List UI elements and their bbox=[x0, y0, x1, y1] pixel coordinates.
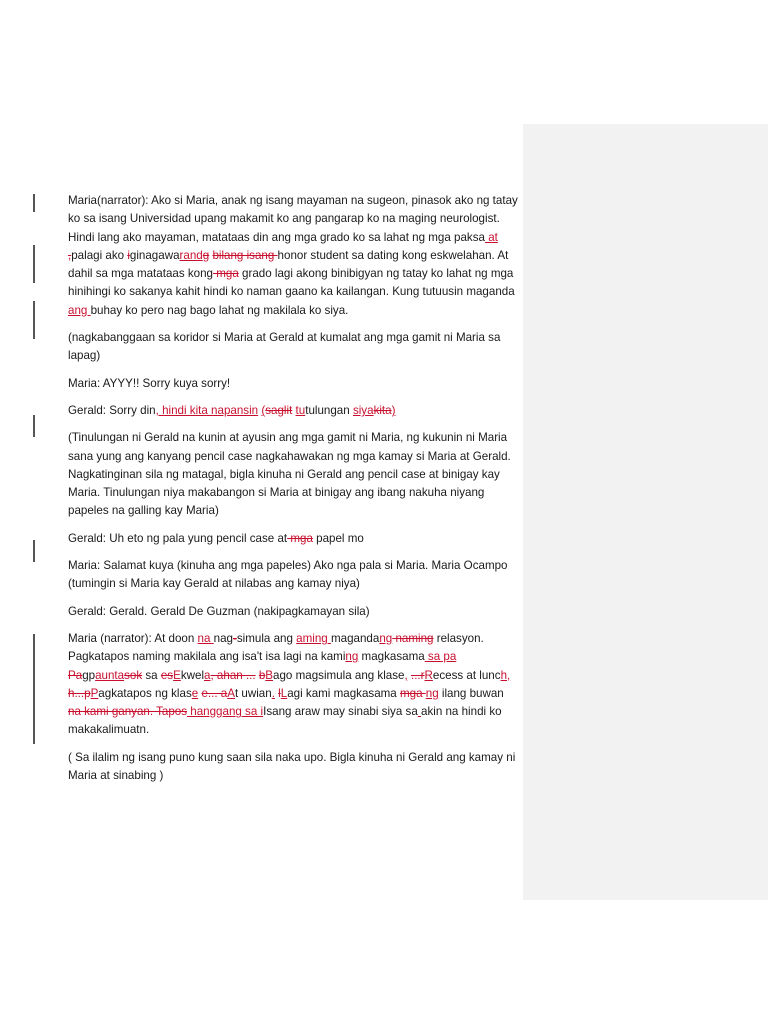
inserted-text: tu bbox=[295, 403, 306, 417]
body-text: tulungan bbox=[305, 403, 353, 417]
change-bar-5 bbox=[33, 540, 35, 562]
inserted-text: at bbox=[484, 230, 498, 244]
body-text: palagi ako bbox=[71, 248, 128, 262]
body-text: maganda bbox=[330, 631, 380, 645]
inserted-text: ) bbox=[391, 403, 396, 417]
deleted-text: - bbox=[233, 631, 237, 645]
body-text: akin na hindi ko makakalimuatn. bbox=[68, 705, 502, 737]
body-text: Isang araw may sinabi siya sa bbox=[263, 705, 418, 719]
inserted-text: e bbox=[191, 686, 199, 700]
body-text: sa bbox=[142, 668, 161, 682]
change-bar-4 bbox=[33, 415, 35, 437]
deleted-text: e... a bbox=[201, 686, 228, 700]
body-text: simula ang bbox=[236, 631, 297, 645]
inserted-text: rand bbox=[179, 248, 203, 262]
inserted-text: E bbox=[173, 668, 181, 682]
deleted-text: ...r bbox=[410, 668, 425, 682]
deleted-text: saglit bbox=[265, 403, 293, 417]
paragraph-p10 bbox=[68, 749, 518, 786]
inserted-text: siya bbox=[352, 403, 374, 417]
inserted-text: sa pa bbox=[424, 650, 457, 664]
inserted-text: na bbox=[197, 631, 214, 645]
body-text: honor student sa dating kong eskwelahan. At dahil sa mga matataas kong bbox=[68, 248, 509, 281]
change-bar-3 bbox=[33, 301, 35, 339]
body-text: papel mo bbox=[312, 531, 364, 545]
body-text: Maria (narrator): At doon bbox=[68, 631, 198, 645]
deleted-text: mga bbox=[213, 267, 239, 281]
deleted-text: kita bbox=[373, 403, 392, 417]
deleted-text: naming bbox=[392, 631, 434, 645]
body-text: grado lagi akong binibigyan ng tatay ko lahat ng mga hinihingi ko sakanya kahit hindi ko naman gaano ka kailangan. Kung tutuusin maganda bbox=[68, 267, 515, 299]
body-text: Gerald: Uh eto ng pala yung pencil case at bbox=[68, 531, 288, 545]
body-text: Gerald: Gerald. Gerald De Guzman (nakipagkamayan sila) bbox=[68, 604, 370, 618]
body-text: ecess at lunc bbox=[432, 668, 501, 682]
deleted-text: i bbox=[127, 248, 130, 262]
inserted-text: A bbox=[227, 686, 235, 700]
paragraph-p5 bbox=[68, 429, 518, 520]
body-text: gp bbox=[82, 668, 96, 682]
change-bar-1 bbox=[33, 194, 35, 212]
body-text: ( Sa ilalim ng isang puno kung saan sila naka upo. Bigla kinuha ni Gerald ang kamay ni Maria at sinabing ) bbox=[68, 750, 516, 783]
body-text: Maria(narrator): Ako si Maria, anak ng isang mayaman na sugeon, pinasok ako ng tatay ko sa isang Universidad upang makamit ko ang pangarap ko na maging neurologist. Hindi lang ako mayaman, matataas din ang mga grado ko sa lahat ng mga paksa bbox=[68, 194, 518, 244]
deleted-text: , bbox=[68, 248, 72, 262]
body-text: relasyon. Pagkatapos naming makilala ang isa't isa lagi na kami bbox=[68, 631, 484, 664]
paragraph-p6 bbox=[68, 530, 518, 548]
body-text: Maria: AYYY!! Sorry kuya sorry! bbox=[68, 376, 231, 390]
change-bar-2 bbox=[33, 245, 35, 283]
deleted-text: bilang isang bbox=[212, 248, 278, 262]
body-text: kwel bbox=[180, 668, 205, 682]
inserted-text: L bbox=[280, 686, 288, 700]
inserted-text: , bbox=[404, 668, 408, 682]
deleted-text: b bbox=[258, 668, 266, 682]
paragraph-p9 bbox=[68, 630, 518, 740]
deleted-text: es bbox=[160, 668, 174, 682]
change-bar-6 bbox=[33, 634, 35, 744]
inserted-text: aunta bbox=[95, 668, 125, 682]
body-text: ilang buwan bbox=[438, 686, 504, 700]
body-text: agi kami magkasama bbox=[287, 686, 400, 700]
deleted-text: sok bbox=[124, 668, 143, 682]
inserted-text: ng bbox=[345, 650, 359, 664]
deleted-text: , ahan ... bbox=[210, 668, 256, 682]
body-text: agkatapos ng klas bbox=[98, 686, 192, 700]
deleted-text: l bbox=[278, 686, 281, 700]
deleted-text: na kami ganyan. Tapos bbox=[68, 705, 188, 719]
inserted-text: ang bbox=[68, 303, 91, 317]
inserted-text: R bbox=[424, 668, 433, 682]
paragraph-p3 bbox=[68, 375, 518, 393]
body-text: buhay ko pero nag bago lahat ng makilala ko siya. bbox=[90, 303, 349, 317]
body-text: (nagkabanggaan sa koridor si Maria at Gerald at kumalat ang mga gamit ni Maria sa lapag) bbox=[68, 331, 501, 363]
deleted-text: mga bbox=[287, 531, 313, 545]
body-text: ginagawa bbox=[129, 248, 180, 262]
inserted-text: a bbox=[204, 668, 211, 682]
inserted-text: . bbox=[271, 686, 275, 700]
body-text: magkasama bbox=[358, 650, 425, 664]
paragraph-p1 bbox=[68, 192, 518, 320]
body-text: Gerald: Sorry din bbox=[68, 403, 156, 417]
deleted-text: g bbox=[202, 248, 210, 262]
body-text: (Tinulungan ni Gerald na kunin at ayusin ang mga gamit ni Maria, ng kukunin ni Maria sana yung ang kanyang pencil case nagkahawakan ng mga kamay si Maria at Gerald. Nagkatinginan sila ng matagal, bigla kinuha ni Gerald ang pencil case at binigay kay Maria. Tinulungan niya makabangon si Maria at binigay ang ibang nakuha niyang papeles na galling kay Maria) bbox=[68, 431, 511, 518]
deleted-text: Pa bbox=[68, 668, 83, 682]
inserted-text: hanggang sa i bbox=[187, 705, 264, 719]
deleted-text: h...p bbox=[68, 686, 91, 700]
document-body[interactable] bbox=[68, 192, 518, 794]
inserted-text: P bbox=[90, 686, 99, 700]
inserted-text: ng bbox=[379, 631, 393, 645]
paragraph-p8 bbox=[68, 603, 518, 621]
deleted-text: mga bbox=[399, 686, 426, 700]
body-text: ago magsimula ang klase bbox=[273, 668, 405, 682]
inserted-text: aming bbox=[296, 631, 331, 645]
inserted-text: h, bbox=[500, 668, 511, 682]
comment-pane bbox=[523, 124, 768, 900]
paragraph-p4 bbox=[68, 402, 518, 420]
inserted-text: , hindi kita napansin bbox=[155, 403, 259, 417]
inserted-text: ng bbox=[425, 686, 439, 700]
inserted-text: ( bbox=[261, 403, 266, 417]
body-text: Maria: Salamat kuya (kinuha ang mga papeles) Ako nga pala si Maria. Maria Ocampo (tumingin si Maria kay Gerald at nilabas ang kamay niya) bbox=[68, 559, 508, 591]
body-text: t uwian bbox=[234, 686, 272, 700]
body-text: nag bbox=[213, 631, 233, 645]
paragraph-p2 bbox=[68, 329, 518, 366]
inserted-text: B bbox=[265, 668, 274, 682]
paragraph-p7 bbox=[68, 557, 518, 594]
